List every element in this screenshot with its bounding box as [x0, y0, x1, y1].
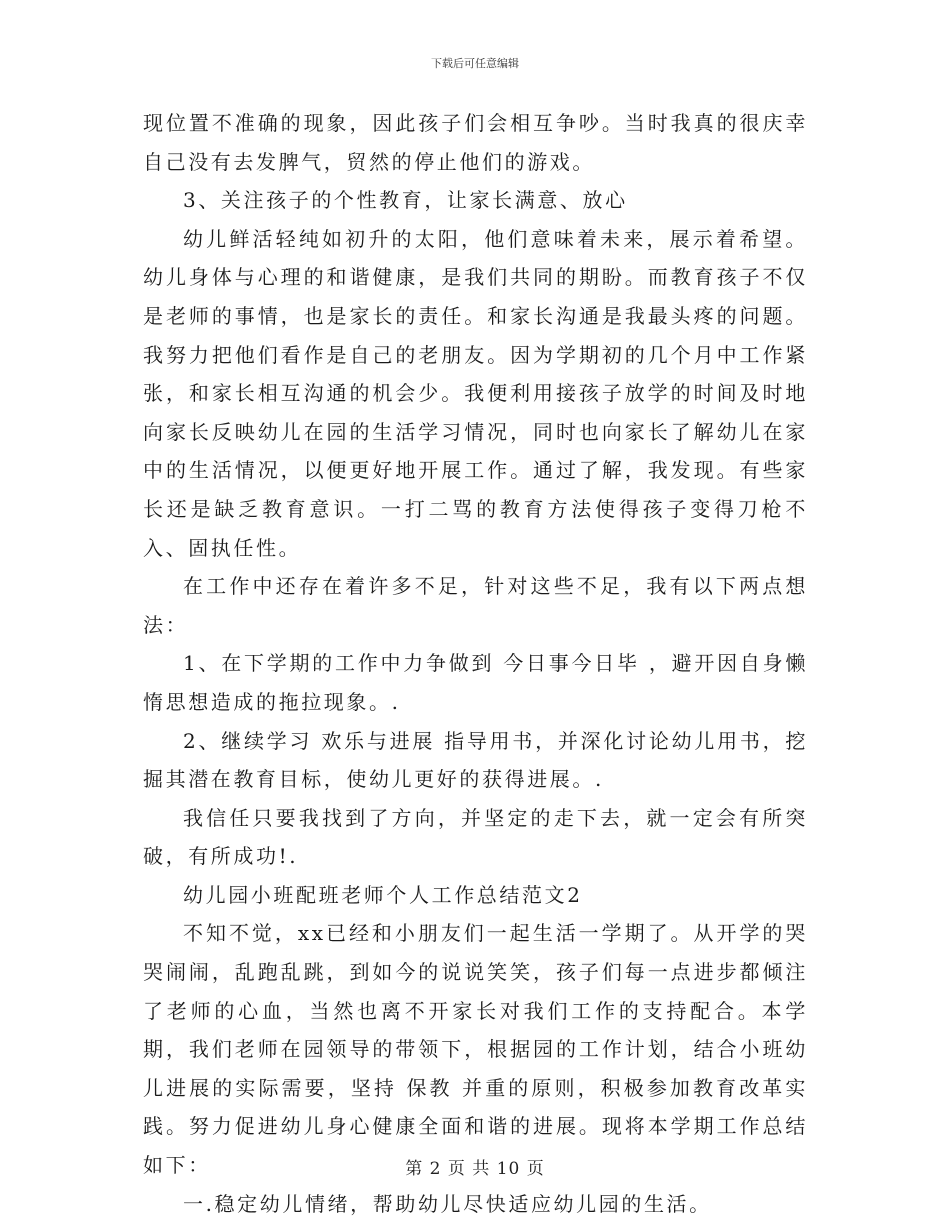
- paragraph: 一.稳定幼儿情绪，帮助幼儿尽快适应幼儿园的生活。: [183, 1191, 712, 1216]
- paragraph: 幼儿鲜活轻纯如初升的太阳，他们意味着未来，展示着希望。幼儿身体与心理的和谐健康，是我们共同的期盼。而教育孩子不仅是老师的事情，也是家长的责任。和家长沟通是我最头疼的问题。我努力把他们看作是自己的老朋友。因为学期初的几个月中工作紧张，和家长相互沟通的机会少。我便利用接孩子放学的时间及时地向家长反映幼儿在园的生活学习情况，同时也向家长了解幼儿在家中的生活情况，以便更好地开展工作。通过了解，我发现。有些家长还是缺乏教育意识。一打二骂的教育方法使得孩子变得刀枪不入、固执任性。: [143, 226, 808, 560]
- paragraph: 1、在下学期的工作中力争做到 今日事今日毕 ，避开因自身懒惰思想造成的拖拉现象。.: [143, 651, 808, 714]
- document-body: [143, 104, 808, 1223]
- paragraph: 不知不觉，xx已经和小朋友们一起生活一学期了。从开学的哭哭闹闹，乱跑乱跳，到如今的说说笑笑，孩子们每一点进步都倾注了老师的心血，当然也离不开家长对我们工作的支持配合。本学期，我们老师在园领导的带领下，根据园的工作计划，结合小班幼儿进展的实际需要，坚持 保教 并重的原则，积极参加教育改革实践。努力促进幼儿身心健康全面和谐的进展。现将本学期工作总结如下：: [143, 921, 808, 1178]
- paragraph: 现位置不准确的现象，因此孩子们会相互争吵。当时我真的很庆幸自己没有去发脾气，贸然的停止他们的游戏。: [143, 111, 808, 174]
- paragraph: 3、关注孩子的个性教育，让家长满意、放心: [183, 188, 628, 213]
- paragraph: 2、继续学习 欢乐与进展 指导用书，并深化讨论幼儿用书，挖掘其潜在教育目标，使幼儿更好的获得进展。.: [143, 728, 808, 792]
- page-header-note: 下载后可任意编辑: [431, 57, 519, 70]
- paragraph: 在工作中还存在着许多不足，针对这些不足，我有以下两点想法：: [143, 574, 808, 637]
- paragraph: 我信任只要我找到了方向，并坚定的走下去，就一定会有所突破，有所成功!.: [143, 805, 808, 869]
- paragraph: 幼儿园小班配班老师个人工作总结范文2: [183, 882, 583, 907]
- page-number-footer: 第 2 页 共 10 页: [405, 1159, 545, 1179]
